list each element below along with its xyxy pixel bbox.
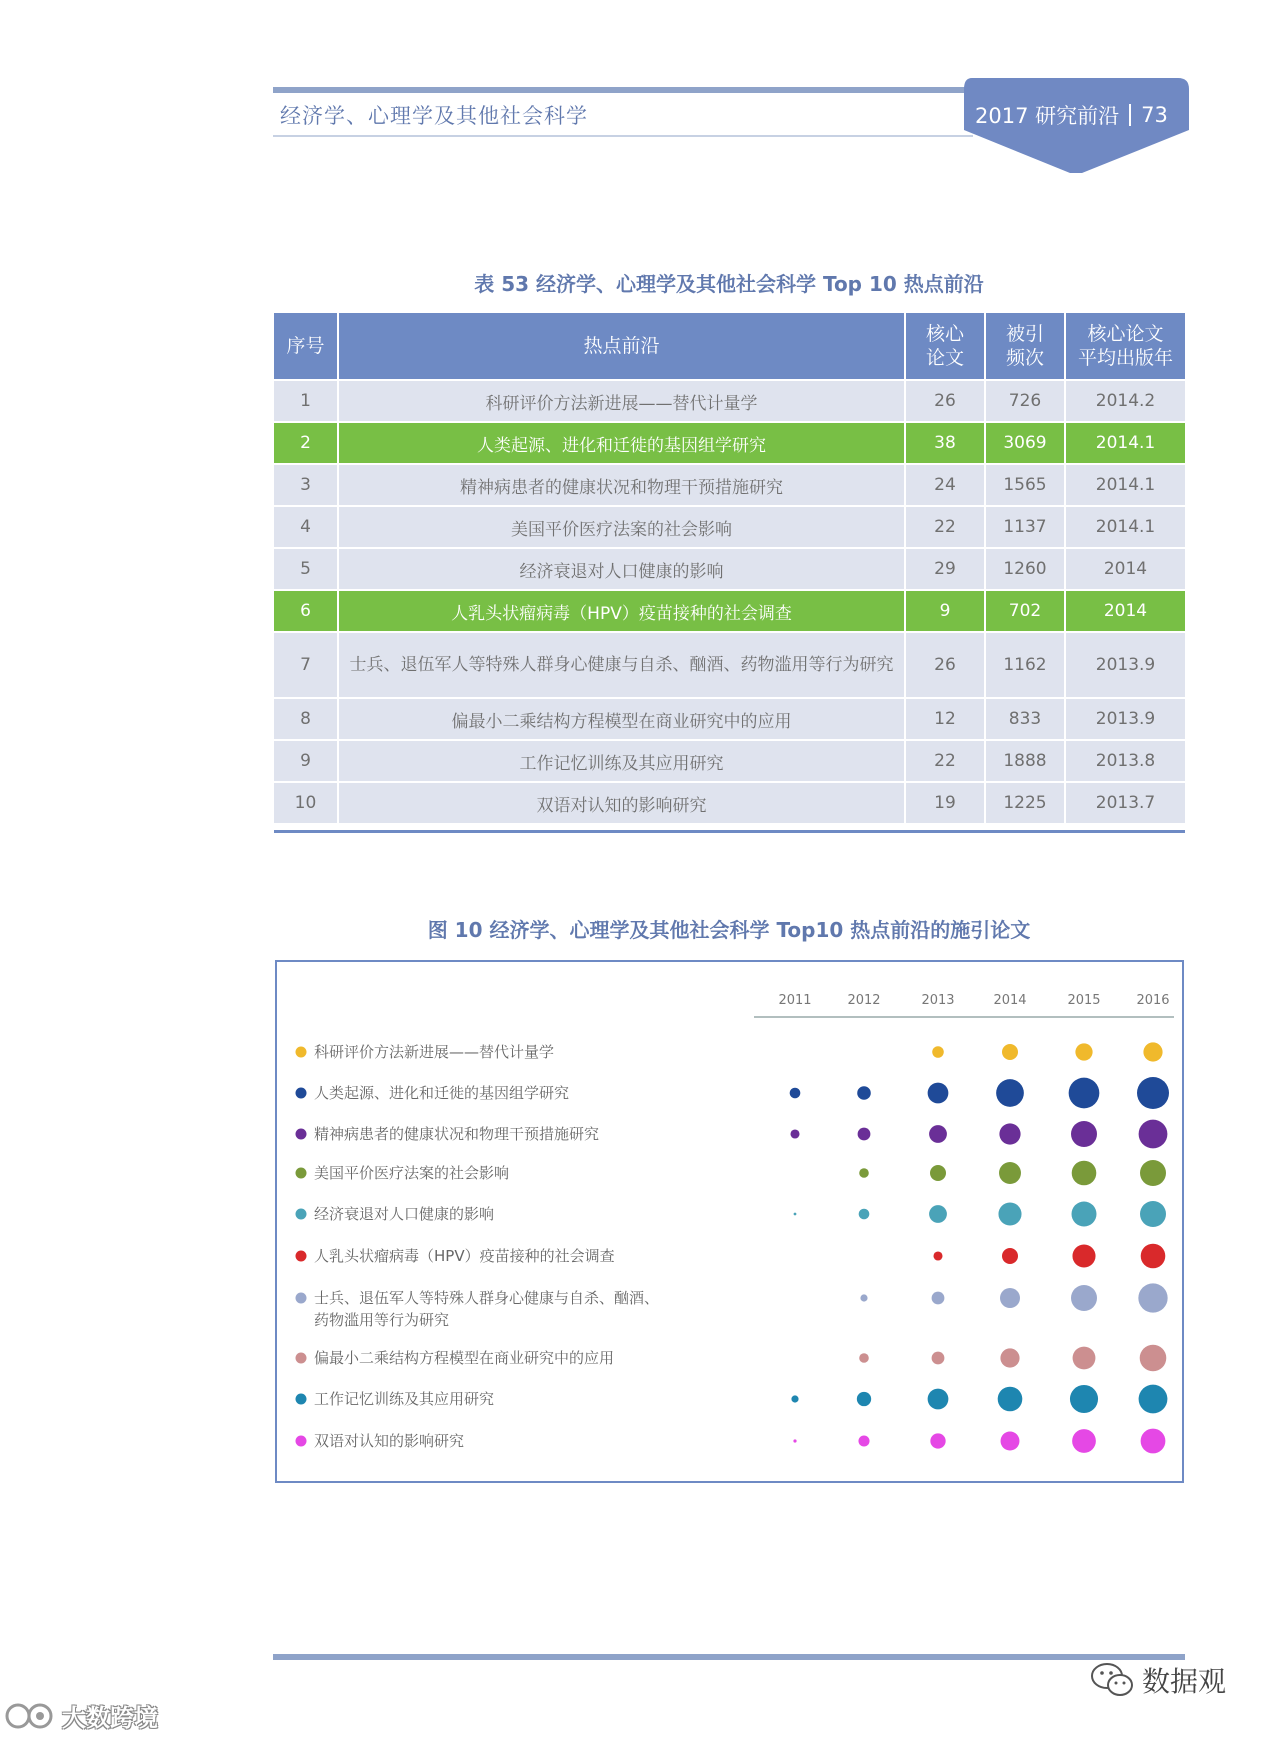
cell-no: 10 xyxy=(274,782,338,823)
bubble-point xyxy=(1001,1432,1020,1451)
footer-rule xyxy=(273,1654,1185,1660)
legend-label: 工作记忆训练及其应用研究 xyxy=(314,1390,495,1408)
bubble-point xyxy=(790,1129,799,1138)
legend-swatch xyxy=(296,1047,307,1058)
legend-label: 药物滥用等行为研究 xyxy=(314,1311,450,1329)
col-header-year: 核心论文 平均出版年 xyxy=(1065,313,1185,380)
legend-swatch xyxy=(296,1088,307,1099)
bubble-point xyxy=(999,1162,1021,1184)
bubble-point xyxy=(998,1387,1023,1412)
legend-label: 人类起源、进化和迁徙的基因组学研究 xyxy=(314,1084,570,1102)
cell-papers: 26 xyxy=(905,380,985,422)
x-tick-label: 2013 xyxy=(921,993,955,1008)
bubble-point xyxy=(1072,1202,1097,1227)
bubble-point xyxy=(932,1046,944,1058)
bubble-point xyxy=(1075,1043,1092,1060)
bubble-point xyxy=(857,1086,871,1100)
bubble-point xyxy=(1002,1248,1018,1264)
cell-year: 2014.2 xyxy=(1065,380,1185,422)
bubble-point xyxy=(999,1123,1020,1144)
table-row xyxy=(274,464,1185,506)
x-tick-label: 2014 xyxy=(993,993,1027,1008)
cell-front: 精神病患者的健康状况和物理干预措施研究 xyxy=(338,464,905,506)
bubble-point xyxy=(1140,1160,1166,1186)
bubble-point xyxy=(1071,1121,1097,1147)
bubble-point xyxy=(793,1439,796,1442)
bubble-point xyxy=(928,1389,949,1410)
cell-no: 7 xyxy=(274,632,338,698)
table-row xyxy=(274,590,1185,632)
cell-front: 士兵、退伍军人等特殊人群身心健康与自杀、酗酒、药物滥用等行为研究 xyxy=(338,632,905,698)
bubble-point xyxy=(1141,1429,1166,1454)
cell-year: 2014 xyxy=(1065,590,1185,632)
cell-no: 8 xyxy=(274,698,338,740)
figure-caption: 图 10 经济学、心理学及其他社会科学 Top10 热点前沿的施引论文 xyxy=(427,918,1031,942)
bubble-point xyxy=(1072,1244,1095,1267)
bubble-point xyxy=(1138,1283,1167,1312)
bubble-point xyxy=(929,1205,947,1223)
bubble-point xyxy=(1139,1120,1168,1149)
cell-papers: 19 xyxy=(905,782,985,823)
x-tick-label: 2011 xyxy=(778,993,812,1008)
cell-front: 偏最小二乘结构方程模型在商业研究中的应用 xyxy=(338,698,905,740)
legend-swatch xyxy=(296,1436,307,1447)
cell-year: 2013.9 xyxy=(1065,632,1185,698)
cell-papers: 12 xyxy=(905,698,985,740)
legend-swatch xyxy=(296,1251,307,1262)
legend-swatch xyxy=(296,1168,307,1179)
bubble-point xyxy=(857,1392,871,1406)
cell-cites: 833 xyxy=(985,698,1065,740)
bubble-point xyxy=(929,1125,947,1143)
bubble-point xyxy=(996,1079,1024,1107)
bubble-chart-frame xyxy=(275,960,1184,1483)
legend-label: 人乳头状瘤病毒（HPV）疫苗接种的社会调查 xyxy=(314,1247,615,1265)
bubble-point xyxy=(859,1353,869,1363)
page-tab xyxy=(975,100,1185,130)
bubble-point xyxy=(930,1165,946,1181)
cell-front: 经济衰退对人口健康的影响 xyxy=(338,548,905,590)
bubble-point xyxy=(1069,1078,1100,1109)
legend-swatch xyxy=(296,1353,307,1364)
legend-label: 精神病患者的健康状况和物理干预措施研究 xyxy=(314,1125,600,1143)
col-header-papers: 核心 论文 xyxy=(905,313,985,380)
bubble-point xyxy=(1072,1429,1096,1453)
bubble-point xyxy=(933,1251,942,1260)
bubble-point xyxy=(858,1128,871,1141)
bubble-point xyxy=(858,1435,869,1446)
cell-front: 双语对认知的影响研究 xyxy=(338,782,905,823)
bubble-point xyxy=(1143,1042,1162,1061)
table-row xyxy=(274,782,1185,823)
table-row xyxy=(274,422,1185,464)
table-row xyxy=(274,380,1185,422)
cell-year: 2014.1 xyxy=(1065,422,1185,464)
legend-label: 双语对认知的影响研究 xyxy=(314,1432,465,1450)
table-caption: 表 53 经济学、心理学及其他社会科学 Top 10 热点前沿 xyxy=(474,272,984,296)
cell-front: 人乳头状瘤病毒（HPV）疫苗接种的社会调查 xyxy=(338,590,905,632)
cell-year: 2014.1 xyxy=(1065,464,1185,506)
cell-front: 科研评价方法新进展——替代计量学 xyxy=(338,380,905,422)
bubble-point xyxy=(998,1202,1021,1225)
legend-swatch xyxy=(296,1129,307,1140)
x-tick-label: 2016 xyxy=(1136,993,1170,1008)
bubble-point xyxy=(791,1395,798,1402)
bubble-point xyxy=(1072,1161,1097,1186)
bubble-chart xyxy=(277,962,1182,1481)
watermark-left-text: 大数跨境 xyxy=(62,1704,158,1732)
report-title: 2017 研究前沿 xyxy=(975,104,1120,128)
bubble-point xyxy=(928,1083,949,1104)
bubble-point xyxy=(1071,1285,1097,1311)
cell-no: 4 xyxy=(274,506,338,548)
cell-no: 3 xyxy=(274,464,338,506)
cell-papers: 22 xyxy=(905,506,985,548)
cell-year: 2014.1 xyxy=(1065,506,1185,548)
table-row xyxy=(274,698,1185,740)
cell-year: 2013.9 xyxy=(1065,698,1185,740)
bubble-point xyxy=(790,1088,801,1099)
cell-no: 1 xyxy=(274,380,338,422)
bubble-point xyxy=(1140,1201,1166,1227)
bubble-point xyxy=(1073,1347,1096,1370)
table-header-row xyxy=(274,313,1185,380)
col-header-front: 热点前沿 xyxy=(338,313,905,380)
bubble-point xyxy=(930,1433,945,1448)
cell-cites: 1225 xyxy=(985,782,1065,823)
cell-cites: 1260 xyxy=(985,548,1065,590)
tab-separator xyxy=(1129,104,1131,126)
page-number: 73 xyxy=(1141,103,1168,127)
cell-papers: 29 xyxy=(905,548,985,590)
col-header-no: 序号 xyxy=(274,313,338,380)
header-underline xyxy=(273,135,973,137)
header-rule xyxy=(273,87,973,93)
table-row xyxy=(274,740,1185,782)
bubble-point xyxy=(860,1294,867,1301)
bubble-point xyxy=(859,1168,869,1178)
cell-no: 5 xyxy=(274,548,338,590)
bubble-point xyxy=(1070,1385,1098,1413)
legend-swatch xyxy=(296,1394,307,1405)
cell-front: 工作记忆训练及其应用研究 xyxy=(338,740,905,782)
brand-logo-icon xyxy=(4,1701,56,1731)
legend-swatch xyxy=(296,1293,307,1304)
legend-label: 科研评价方法新进展——替代计量学 xyxy=(314,1043,555,1061)
section-title: 经济学、心理学及其他社会科学 xyxy=(280,104,588,128)
cell-no: 6 xyxy=(274,590,338,632)
legend-label: 偏最小二乘结构方程模型在商业研究中的应用 xyxy=(314,1349,615,1367)
x-tick-label: 2012 xyxy=(847,993,881,1008)
cell-year: 2014 xyxy=(1065,548,1185,590)
cell-cites: 726 xyxy=(985,380,1065,422)
wechat-icon xyxy=(1090,1660,1136,1700)
bubble-point xyxy=(1140,1345,1167,1372)
cell-cites: 1162 xyxy=(985,632,1065,698)
cell-year: 2013.8 xyxy=(1065,740,1185,782)
cell-papers: 24 xyxy=(905,464,985,506)
cell-no: 2 xyxy=(274,422,338,464)
bubble-point xyxy=(1002,1044,1018,1060)
cell-front: 美国平价医疗法案的社会影响 xyxy=(338,506,905,548)
bubble-point xyxy=(1000,1288,1020,1308)
table-row xyxy=(274,632,1185,698)
col-header-cites: 被引 频次 xyxy=(985,313,1065,380)
watermark-right xyxy=(1090,1660,1226,1700)
bubble-point xyxy=(1000,1348,1019,1367)
cell-papers: 26 xyxy=(905,632,985,698)
legend-label: 经济衰退对人口健康的影响 xyxy=(314,1205,495,1223)
cell-papers: 9 xyxy=(905,590,985,632)
cell-papers: 38 xyxy=(905,422,985,464)
legend-label: 美国平价医疗法案的社会影响 xyxy=(314,1164,510,1182)
bubble-point xyxy=(1139,1385,1168,1414)
cell-papers: 22 xyxy=(905,740,985,782)
watermark-right-text: 数据观 xyxy=(1142,1665,1227,1698)
watermark-left xyxy=(4,1698,158,1733)
bubble-point xyxy=(932,1352,945,1365)
cell-front: 人类起源、进化和迁徙的基因组学研究 xyxy=(338,422,905,464)
bubble-point xyxy=(932,1292,945,1305)
legend-swatch xyxy=(296,1209,307,1220)
cell-cites: 1565 xyxy=(985,464,1065,506)
table-row xyxy=(274,548,1185,590)
bubble-point xyxy=(1137,1077,1169,1109)
hot-fronts-table xyxy=(274,313,1185,823)
cell-no: 9 xyxy=(274,740,338,782)
bubble-point xyxy=(794,1213,797,1216)
table-row xyxy=(274,506,1185,548)
cell-year: 2013.7 xyxy=(1065,782,1185,823)
cell-cites: 3069 xyxy=(985,422,1065,464)
bubble-point xyxy=(859,1209,870,1220)
cell-cites: 1888 xyxy=(985,740,1065,782)
bubble-point xyxy=(1141,1244,1166,1269)
table-bottom-rule xyxy=(274,830,1185,833)
cell-cites: 1137 xyxy=(985,506,1065,548)
cell-cites: 702 xyxy=(985,590,1065,632)
x-tick-label: 2015 xyxy=(1067,993,1101,1008)
legend-label: 士兵、退伍军人等特殊人群身心健康与自杀、酗酒、 xyxy=(314,1289,660,1307)
